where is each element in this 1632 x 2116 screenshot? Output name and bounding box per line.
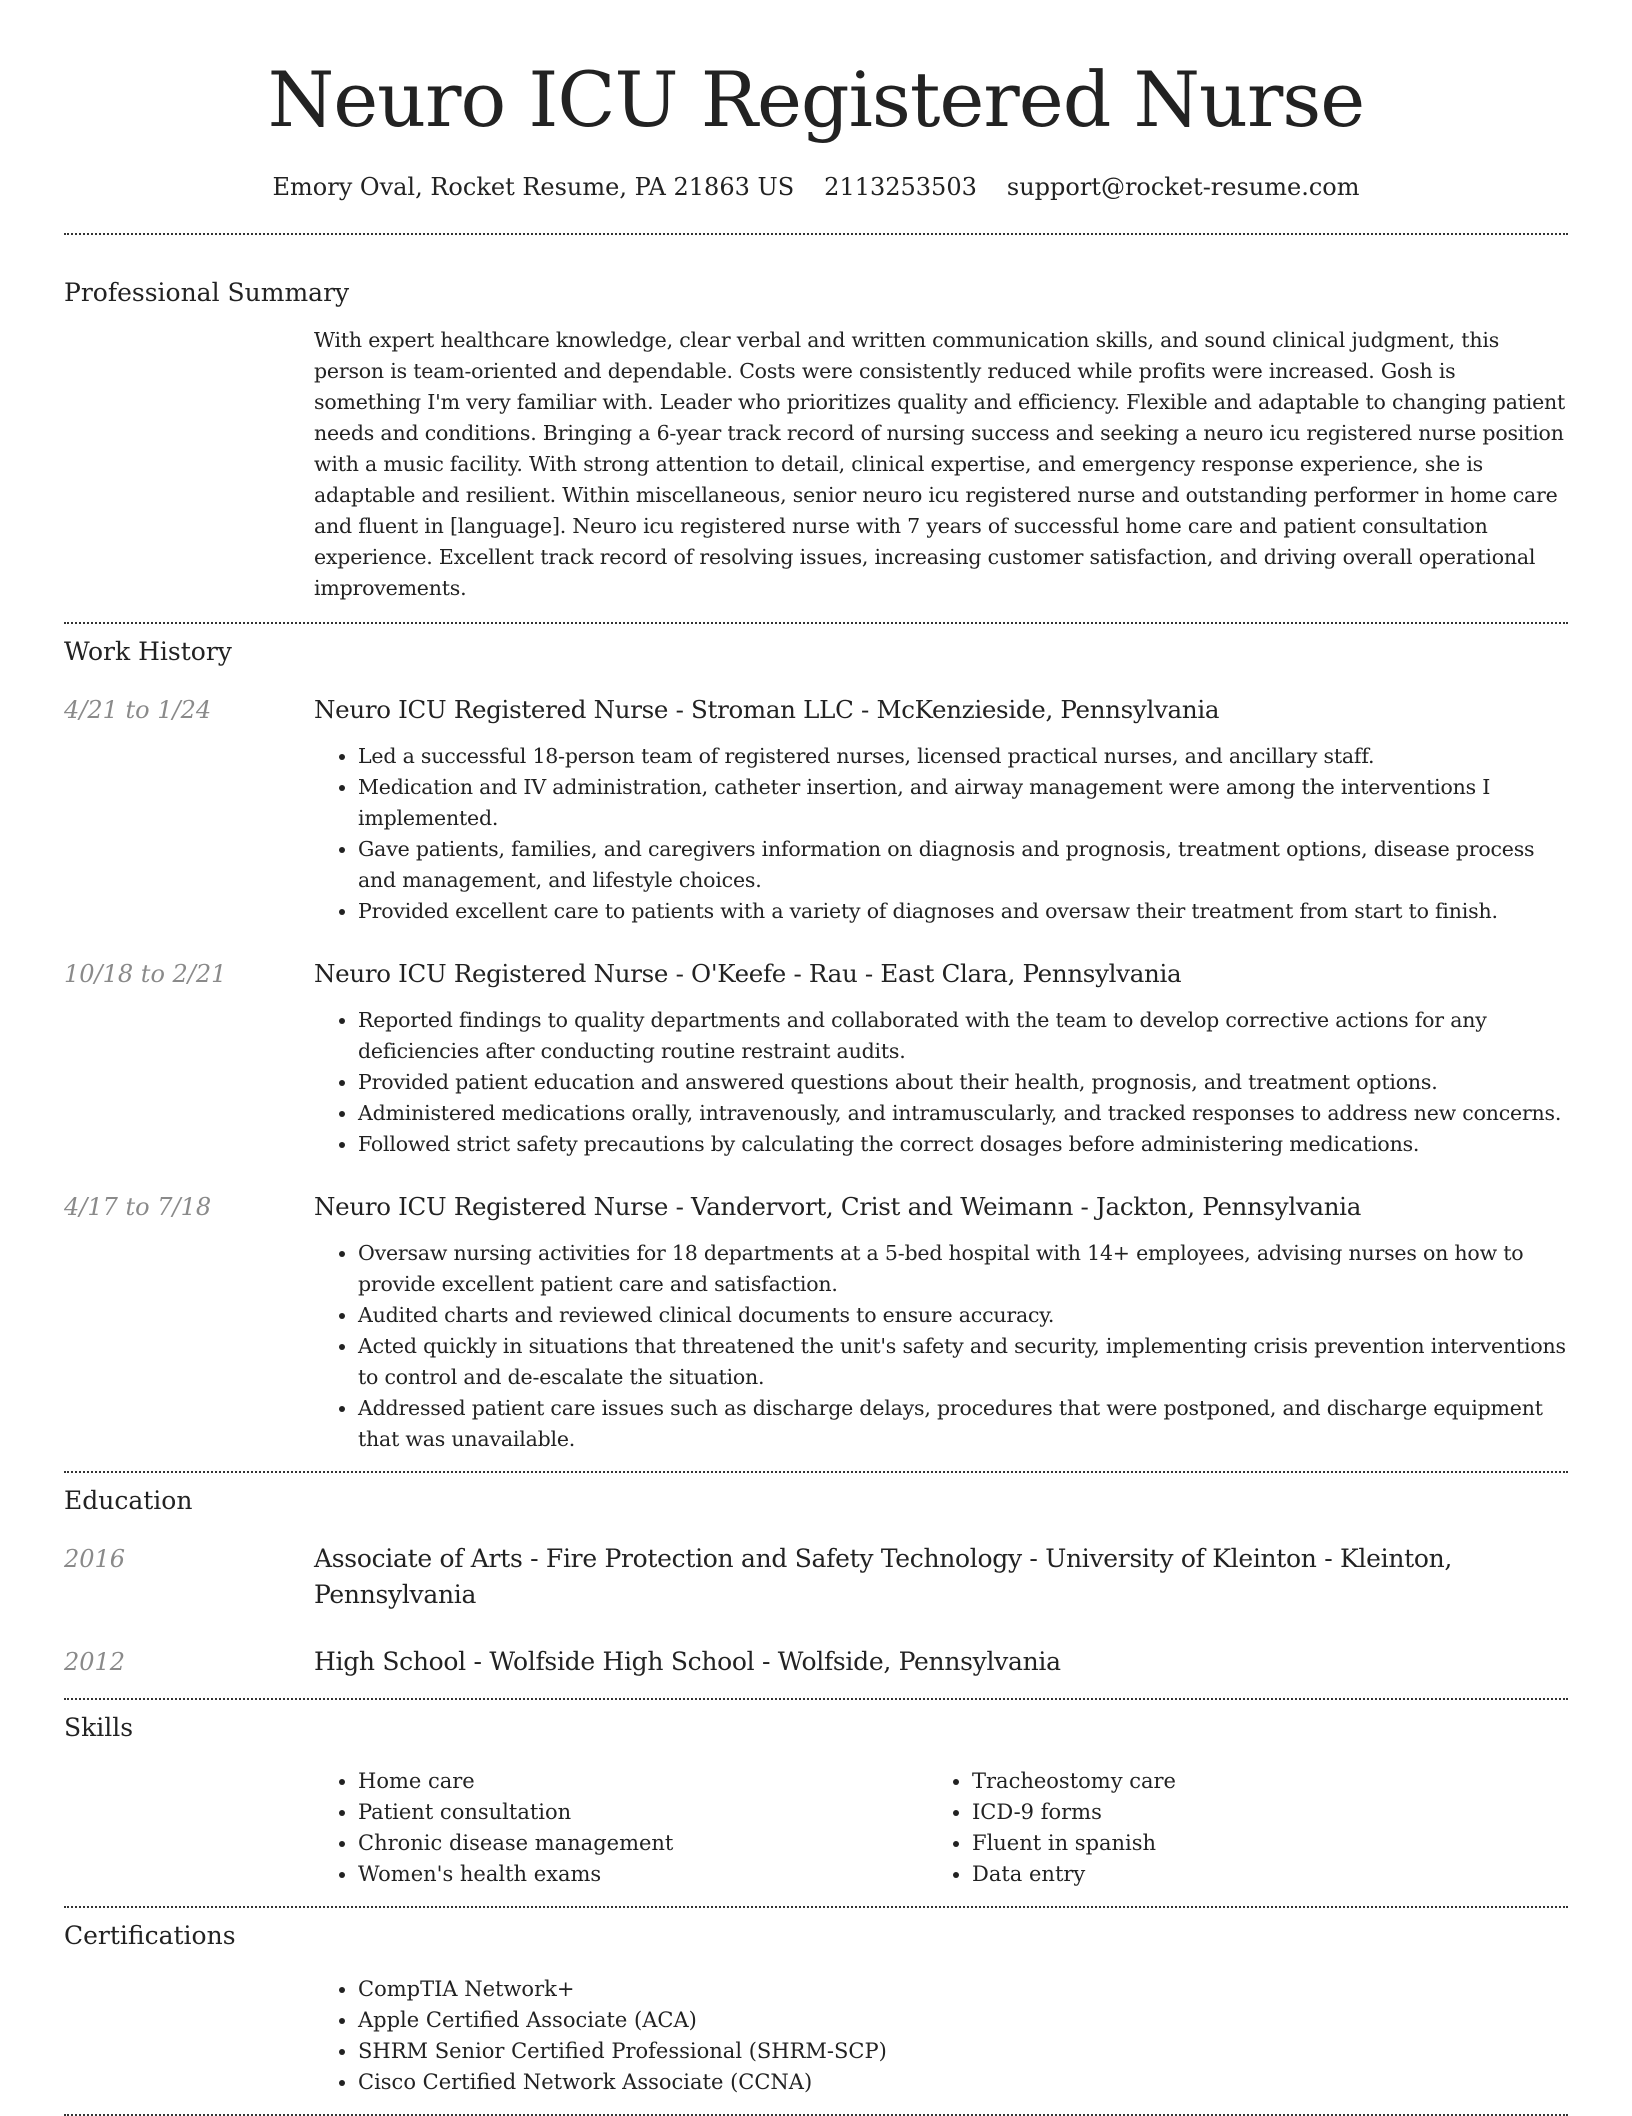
list-item: • Data entry [972, 1859, 1542, 1890]
education-entry [64, 1541, 1568, 1613]
list-item: • Oversaw nursing activities for 18 departments at a 5-bed hospital with 14+ employees, advising nurses on how to provide excellent patient care and satisfaction. [358, 1238, 1568, 1300]
list-item: • Gave patients, families, and caregivers information on diagnosis and prognosis, treatment options, disease process and management, and lifestyle choices. [358, 834, 1568, 896]
job-entry [64, 956, 1568, 1160]
job-entry [64, 692, 1568, 927]
list-item: • Provided patient education and answered questions about their health, prognosis, and treatment options. [358, 1067, 1568, 1098]
job-dates: 4/17 to 7/18 [64, 1193, 212, 1221]
job-entry [64, 1189, 1568, 1455]
list-item: • ICD-9 forms [972, 1797, 1542, 1828]
skills-column-left [314, 1766, 928, 1890]
list-item: • Followed strict safety precautions by calculating the correct dosages before administering medications. [358, 1129, 1568, 1160]
list-item: • Tracheostomy care [972, 1766, 1542, 1797]
job-bullets [64, 741, 1568, 927]
list-item: • Cisco Certified Network Associate (CCNA) [358, 2067, 1568, 2098]
job-heading: Neuro ICU Registered Nurse - Vandervort, Crist and Weimann - Jackton, Pennsylvania [314, 1192, 1362, 1221]
list-item: • Women's health exams [358, 1859, 928, 1890]
divider [64, 1698, 1568, 1700]
section-title-work: Work History [64, 637, 232, 666]
list-item: • Acted quickly in situations that threatened the unit's safety and security, implementing crisis prevention interventions to control and de-escalate the situation. [358, 1331, 1568, 1393]
education-heading: High School - Wolfside High School - Wolfside, Pennsylvania [314, 1647, 1061, 1676]
contact-address: Emory Oval, Rocket Resume, PA 21863 US [272, 173, 795, 201]
list-item: • Patient consultation [358, 1797, 928, 1828]
list-item: • Administered medications orally, intravenously, and intramuscularly, and tracked responses to address new concerns. [358, 1098, 1568, 1129]
certifications-list [64, 1974, 1568, 2098]
divider [64, 622, 1568, 624]
list-item: • Home care [358, 1766, 928, 1797]
job-dates: 10/18 to 2/21 [64, 960, 227, 988]
education-year: 2016 [64, 1545, 126, 1573]
summary-text: With expert healthcare knowledge, clear verbal and written communication skills, and sound clinical judgment, this person is team-oriented and dependable. Costs were consistently reduced while profits were increased. Gosh is something I'm very familiar with. Leader who prioritizes quality and efficiency. Flexible and adaptable to changing patient needs and conditions. Bringing a 6-year track record of nursing success and seeking a neuro icu registered nurse position with a music facility. With strong attention to detail, clinical expertise, and emergency response experience, she is adaptable and resilient. Within miscellaneous, senior neuro icu registered nurse and outstanding performer in home care and fluent in [language]. Neuro icu registered nurse with 7 years of successful home care and patient consultation experience. Excellent track record of resolving issues, increasing customer satisfaction, and driving overall operational improvements. [314, 328, 1566, 600]
divider [64, 233, 1568, 235]
job-heading: Neuro ICU Registered Nurse - O'Keefe - Rau - East Clara, Pennsylvania [314, 959, 1182, 988]
job-heading: Neuro ICU Registered Nurse - Stroman LLC - McKenzieside, Pennsylvania [314, 695, 1220, 724]
list-item: • CompTIA Network+ [358, 1974, 1568, 2005]
education-entry [64, 1644, 1568, 1680]
job-bullets [64, 1005, 1568, 1160]
candidate-name: Neuro ICU Registered Nurse [267, 55, 1365, 144]
education-year: 2012 [64, 1648, 126, 1676]
list-item: • Addressed patient care issues such as discharge delays, procedures that were postponed, and discharge equipment that was unavailable. [358, 1393, 1568, 1455]
education-heading: Associate of Arts - Fire Protection and Safety Technology - University of Kleinton - Kleinton, Pennsylvania [314, 1544, 1453, 1609]
contact-line [64, 170, 1568, 204]
list-item: • Chronic disease management [358, 1828, 928, 1859]
list-item: • SHRM Senior Certified Professional (SHRM-SCP) [358, 2036, 1568, 2067]
list-item: • Led a successful 18-person team of registered nurses, licensed practical nurses, and ancillary staff. [358, 741, 1568, 772]
contact-email: support@rocket-resume.com [1006, 173, 1360, 201]
divider [64, 1906, 1568, 1908]
list-item: • Medication and IV administration, catheter insertion, and airway management were among the interventions I implemented. [358, 772, 1568, 834]
resume-page [64, 0, 1568, 2116]
skills-column-right [928, 1766, 1542, 1890]
list-item: • Audited charts and reviewed clinical documents to ensure accuracy. [358, 1300, 1568, 1331]
section-title-summary: Professional Summary [64, 278, 350, 307]
list-item: • Apple Certified Associate (ACA) [358, 2005, 1568, 2036]
divider [64, 1471, 1568, 1473]
list-item: • Provided excellent care to patients with a variety of diagnoses and oversaw their treatment from start to finish. [358, 896, 1568, 927]
job-bullets [64, 1238, 1568, 1455]
job-dates: 4/21 to 1/24 [64, 696, 212, 724]
section-title-education: Education [64, 1486, 193, 1515]
skills-list [314, 1766, 1568, 1890]
section-title-certifications: Certifications [64, 1921, 236, 1950]
contact-phone: 2113253503 [824, 173, 977, 201]
list-item: • Reported findings to quality departments and collaborated with the team to develop corrective actions for any deficiencies after conducting routine restraint audits. [358, 1005, 1568, 1067]
list-item: • Fluent in spanish [972, 1828, 1542, 1859]
section-title-skills: Skills [64, 1713, 134, 1742]
